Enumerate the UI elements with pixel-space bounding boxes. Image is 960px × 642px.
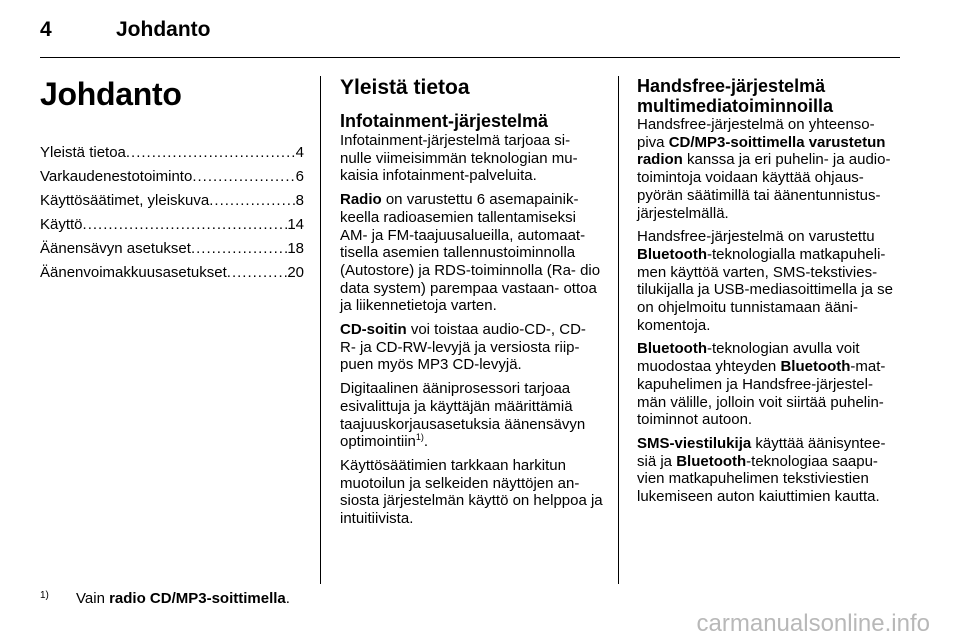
toc-page-number: 6 (295, 168, 304, 185)
paragraph: Digitaalinen ääniprosessori tarjoaa esivalittuja ja käyttäjän määrittämiä taajuuskorjausasetuksia äänensävyn optimointiin$^{1)}$. (340, 380, 586, 451)
column-divider (618, 76, 619, 584)
handsfree-column (637, 76, 905, 512)
footnote: 1) Vain radio CD/MP3-soittimella. (40, 590, 290, 607)
chapter-title: Johdanto (40, 76, 182, 112)
toc-entry[interactable]: Käyttösäätimet, yleiskuva ..... 8 (40, 189, 304, 213)
toc-page-number: 20 (287, 264, 304, 281)
toc-column (40, 76, 304, 285)
section-title: Handsfree-järjestelmä multimediatoiminnoilla (637, 76, 834, 116)
toc-page-number: 18 (287, 240, 304, 257)
page-header (40, 18, 211, 42)
paragraph: Handsfree-järjestelmä on varustettu Bluetooth-teknologialla matkapuheli- men käyttöä varten, SMS-tekstivies- tilukijalla ja USB-mediasoittimella ja se on ohjelmoitu tunnistamaan ääni- komentoja. (637, 228, 893, 334)
paragraph: Bluetooth-teknologian avulla voit muodostaa yhteyden Bluetooth-mat- kapuhelimen ja Handsfree-järjestel- män välille, jolloin voit siirtää puhelin- toiminnot autoon. (637, 340, 886, 429)
footnote-ref: 1) (415, 432, 424, 443)
toc-entry[interactable]: Käyttö ..... 14 (40, 213, 304, 237)
toc-page-number: 8 (295, 192, 304, 209)
table-of-contents (40, 141, 304, 285)
paragraph: SMS-viestilukija käyttää äänisyntee- siä ja Bluetooth-teknologiaa saapu- vien matkapuhelimen tekstiviestien lukemiseen auton kaiuttimien kautta. (637, 434, 886, 506)
subsection-title: Infotainment-järjestelmä (340, 111, 549, 131)
toc-page-number: 14 (287, 216, 304, 233)
paragraph: Handsfree-järjestelmä on yhteenso- piva CD/MP3-soittimella varustetun radion kanssa ja eri puhelin- ja audio- toimintoja voidaan käyttää ohjaus- pyörän säätimillä tai äänentunnistus- järjestelmällä. (637, 116, 891, 222)
running-title: Johdanto (116, 18, 211, 41)
paragraph: Infotainment-järjestelmä tarjoaa si- nulle viimeisimmän teknologian mu- kaisia infotainment-palveluita. (340, 132, 578, 185)
paragraph: Radio on varustettu 6 asemapainik- keella radioasemien tallentamiseksi AM- ja FM-taajuusalueilla, automaat- tisella asemien tallennustoiminnolla (Autostore) ja RDS-toiminnolla (Ra- dio data system) parempaa vastaan- ottoa ja liikennetietoja varten. (340, 191, 601, 315)
footnote-number: 1) (40, 590, 49, 601)
column-divider (320, 76, 321, 584)
header-rule (40, 57, 900, 58)
general-info-column (340, 76, 605, 534)
page-number: 4 (40, 18, 52, 41)
section-title: Yleistä tietoa (340, 76, 470, 99)
paragraph: CD-soitin voi toistaa audio-CD-, CD- R- ja CD-RW-levyjä ja versiosta riip- puen myös MP3 CD-levyjä. (340, 321, 586, 374)
toc-page-number: 4 (295, 144, 304, 161)
paragraph: Käyttösäätimien tarkkaan harkitun muotoilun ja selkeiden näyttöjen an- siosta järjestelmän käyttö on helppoa ja intuitiivista. (340, 456, 603, 528)
toc-entry[interactable]: Varkaudenestotoiminto ..... 6 (40, 165, 304, 189)
toc-entry[interactable]: Yleistä tietoa ..... 4 (40, 141, 304, 165)
watermark: carmanualsonline.info (696, 610, 930, 637)
toc-entry[interactable]: Äänensävyn asetukset ..... 18 (40, 237, 304, 261)
toc-entry[interactable]: Äänenvoimakkuusasetukset ..... 20 (40, 261, 304, 285)
